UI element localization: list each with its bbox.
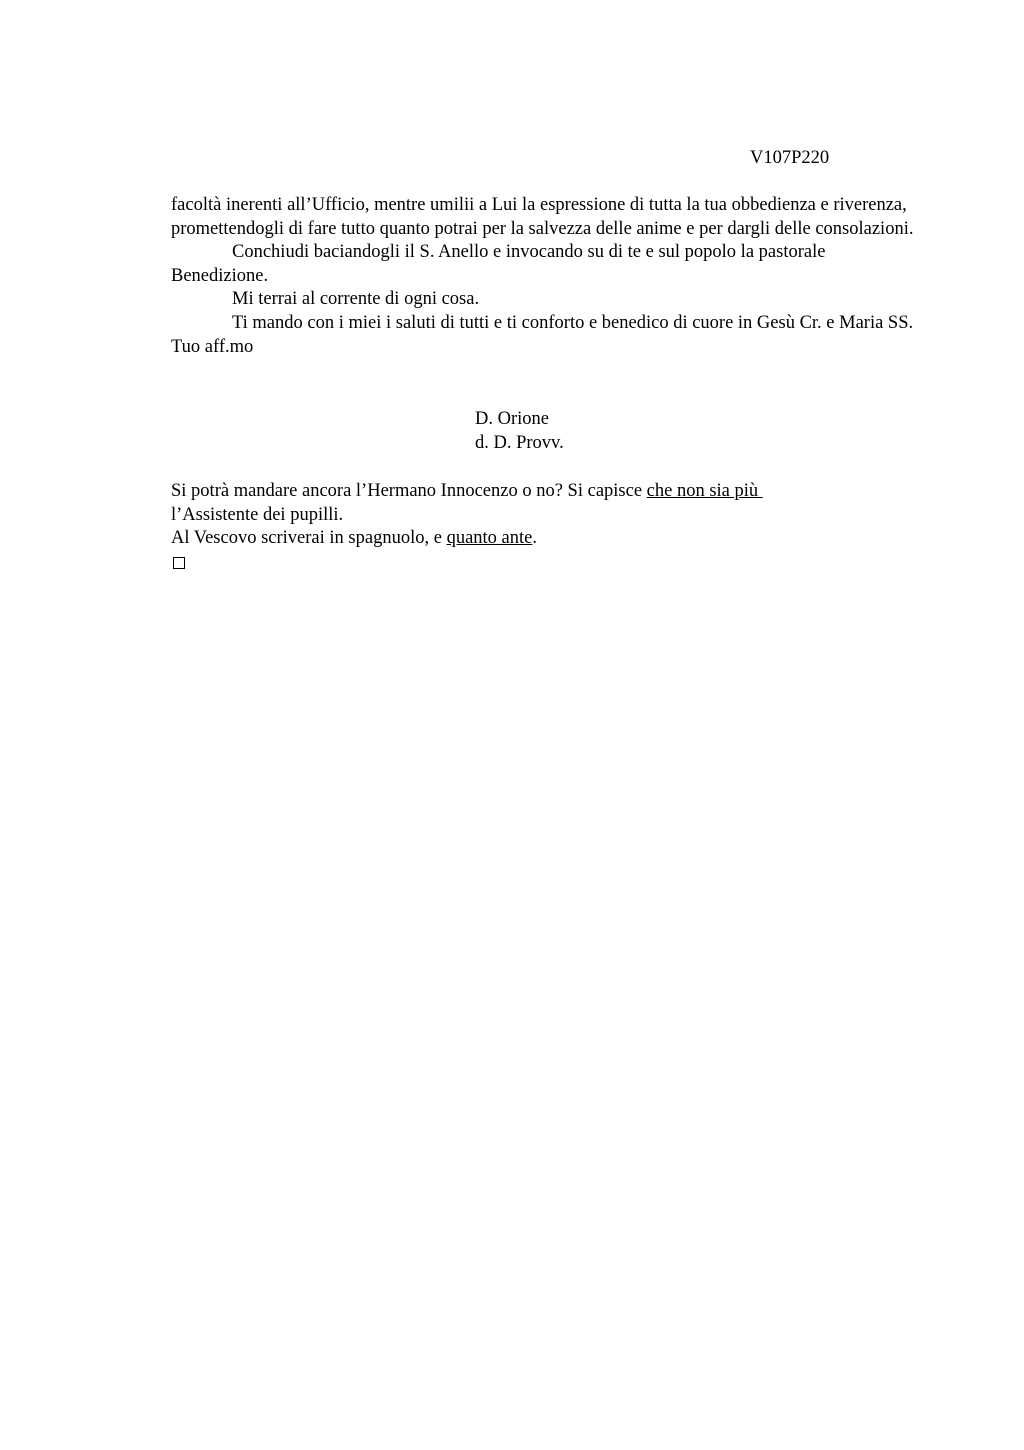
body-paragraph-3: Mi terrai al corrente di ogni cosa.: [232, 289, 480, 310]
postscript-underlined-phrase-1: che non sia più: [646, 481, 763, 501]
postscript-line-2: [171, 527, 916, 551]
body-paragraph-2: Conchiudi baciandogli il S. Anello e invocando su di te e sul popolo la pastorale Benedizione.: [171, 242, 826, 286]
postscript-line-2-text: Al Vescovo scriverai in spagnuolo, e: [171, 528, 447, 549]
signature-block: [475, 407, 564, 455]
body-paragraph-1: facoltà inerenti all’Ufficio, mentre umilii a Lui la espressione di tutta la tua obbedienza e riverenza, promettendogli di fare tutto quanto potrai per la salvezza delle anime e per dargli delle consolazioni.: [171, 195, 914, 239]
body-paragraph-4: Ti mando con i miei i saluti di tutti e ti conforto e benedico di cuore in Gesù Cr. e Maria SS. Tuo aff.mo: [171, 312, 914, 357]
letter-body: [171, 194, 916, 359]
postscript-underlined-phrase-2: quanto ante: [446, 528, 533, 549]
empty-square-icon: [171, 551, 916, 577]
signature-title: d. D. Provv.: [475, 433, 564, 453]
signature-name: D. Orione: [475, 409, 549, 429]
postscript-line-1-text: Si potrà mandare ancora l’Hermano Innocenzo o no? Si capisce: [171, 481, 647, 501]
page-id: V107P220: [750, 148, 830, 168]
postscript-line-1: [171, 480, 916, 527]
postscript-line-1-continuation: l’Assistente dei pupilli.: [171, 504, 344, 525]
postscript: [171, 480, 916, 576]
postscript-line-2-end: .: [532, 528, 537, 549]
